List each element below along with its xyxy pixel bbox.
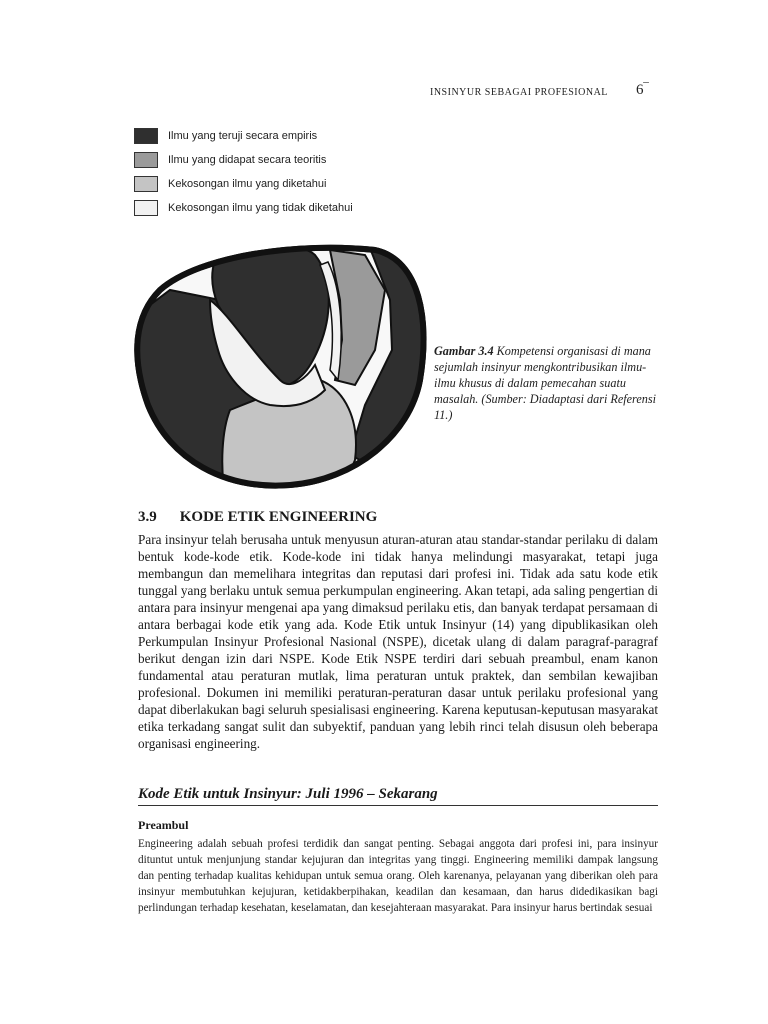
legend-label: Ilmu yang teruji secara empiris bbox=[168, 130, 318, 142]
legend-item-unknown-gap bbox=[134, 196, 434, 220]
legend-swatch-white bbox=[134, 200, 158, 216]
figure-caption bbox=[434, 343, 659, 423]
legend-label: Kekosongan ilmu yang tidak diketahui bbox=[168, 202, 353, 214]
section-heading bbox=[138, 509, 658, 526]
section-number: 3.9 bbox=[138, 509, 157, 525]
page-number: 6‾ bbox=[636, 82, 649, 98]
preamble-text: Engineering adalah sebuah profesi terdidik dan sangat penting. Sebagai anggota dari profesi ini, para insinyur dituntut untuk menjunjung standar kejujuran dan integritas yang tinggi. Engineering memiliki dampak langsung dan penting terhadap kualitas kehidupan untuk semua orang. Oleh karenanya, pelayanan yang diberikan oleh para insinyur membutuhkan kejujuran, ketidakberpihakan, keadilan dan kesamaan, dan harus didedikasikan bagi perlindungan terhadap kesehatan, keselamatan, dan kesejahteraan masyarakat. Para insinyur harus bertindak sesuai bbox=[138, 838, 658, 914]
legend-label: Kekosongan ilmu yang diketahui bbox=[168, 178, 327, 190]
code-title: Kode Etik untuk Insinyur: Juli 1996 – Sekarang bbox=[138, 786, 658, 806]
preamble-heading: Preambul bbox=[138, 818, 189, 832]
caption-text: Kompetensi organisasi di mana sejumlah insinyur mengkontribusikan ilmu-ilmu khusus di dalam pemecahan suatu masalah. (Sumber: Diadaptasi dari Referensi 11.) bbox=[434, 344, 656, 422]
legend-item-theoretical bbox=[134, 148, 434, 172]
figure-legend bbox=[134, 124, 434, 220]
legend-swatch-light bbox=[134, 176, 158, 192]
section-body: Para insinyur telah berusaha untuk menyusun aturan-aturan atau standar-standar perilaku di dalam bentuk kode-kode etik. Kode-kode ini tidak hanya melindungi masyarakat, tetapi juga membangun dan memelihara integritas dan reputasi dari profesi ini. Tidak ada satu kode etik tunggal yang berlaku untuk semua perkumpulan engineering. Akan tetapi, ada saling pengertian di antara para insinyur mengenai apa yang dimaksud perilaku etis, dan banyak terdapat persamaan di antara berbagai kode etik yang ada. Kode Etik untuk Insinyur (14) yang dipublikasikan oleh Perkumpulan Insinyur Profesional Nasional (NSPE), dicetak ulang di dalam paragraf-paragraf berikut dengan izin dari NSPE. Kode Etik NSPE terdiri dari sebuah preambul, enam kanon fundamental atau peraturan mutlak, lima peraturan untuk praktek, dan sembilan kewajiban profesional. Dokumen ini memiliki peraturan-peraturan dasar untuk perilaku profesional yang dapat diberlakukan bagi seluruh spesialisasi engineering. Karena keputusan-keputusan masyarakat etika terkadang sangat sulit dan subyektif, panduan yang lebih rinci telah disusun oleh beberapa organisasi engineering. bbox=[138, 532, 658, 751]
legend-swatch-medium bbox=[134, 152, 158, 168]
competence-diagram bbox=[130, 230, 430, 495]
legend-item-known-gap bbox=[134, 172, 434, 196]
caption-label: Gambar 3.4 bbox=[434, 344, 494, 358]
running-head: INSINYUR SEBAGAI PROFESIONAL bbox=[430, 87, 608, 98]
legend-item-empirical bbox=[134, 124, 434, 148]
legend-swatch-dark bbox=[134, 128, 158, 144]
legend-label: Ilmu yang didapat secara teoritis bbox=[168, 154, 327, 166]
section-title: KODE ETIK ENGINEERING bbox=[179, 509, 378, 525]
